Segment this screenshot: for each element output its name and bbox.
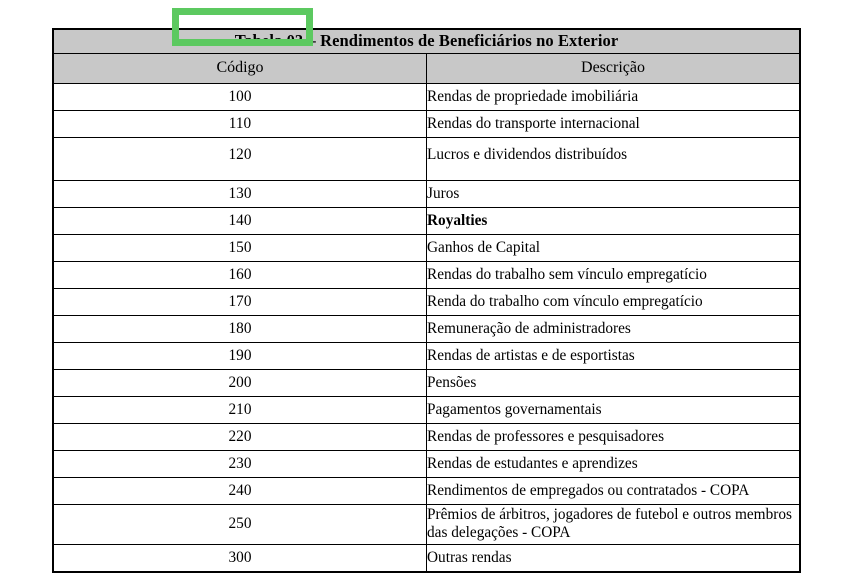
table-row <box>53 84 800 111</box>
cell-codigo: 160 <box>53 262 427 289</box>
cell-descricao: Rendas de propriedade imobiliária <box>427 84 801 111</box>
cell-descricao: Pensões <box>427 370 801 397</box>
cell-descricao: Outras rendas <box>427 545 801 573</box>
cell-descricao: Ganhos de Capital <box>427 235 801 262</box>
table-header-row <box>53 54 800 84</box>
cell-descricao: Royalties <box>427 208 801 235</box>
cell-codigo: 100 <box>53 84 427 111</box>
table-row <box>53 262 800 289</box>
cell-descricao: Juros <box>427 181 801 208</box>
cell-descricao: Rendas do transporte internacional <box>427 111 801 138</box>
cell-codigo: 230 <box>53 451 427 478</box>
income-codes-table <box>52 28 801 573</box>
cell-codigo: 210 <box>53 397 427 424</box>
cell-codigo: 200 <box>53 370 427 397</box>
table-row <box>53 343 800 370</box>
cell-codigo: 120 <box>53 138 427 181</box>
table-row <box>53 424 800 451</box>
cell-descricao: Prêmios de árbitros, jogadores de futebol e outros membros das delegações - COPA <box>427 505 801 545</box>
cell-descricao: Lucros e dividendos distribuídos <box>427 138 801 181</box>
table-row <box>53 235 800 262</box>
cell-codigo: 220 <box>53 424 427 451</box>
table-row <box>53 316 800 343</box>
cell-codigo: 250 <box>53 505 427 545</box>
cell-descricao: Rendas de artistas e de esportistas <box>427 343 801 370</box>
table-body <box>53 29 800 572</box>
cell-codigo: 300 <box>53 545 427 573</box>
table-row <box>53 111 800 138</box>
table-row <box>53 451 800 478</box>
cell-codigo: 130 <box>53 181 427 208</box>
table-row <box>53 397 800 424</box>
table-row <box>53 370 800 397</box>
cell-descricao: Rendimentos de empregados ou contratados - COPA <box>427 478 801 505</box>
cell-descricao: Renda do trabalho com vínculo empregatício <box>427 289 801 316</box>
column-header-descricao: Descrição <box>427 54 801 84</box>
column-header-codigo: Código <box>53 54 427 84</box>
table-row <box>53 138 800 181</box>
cell-codigo: 140 <box>53 208 427 235</box>
cell-codigo: 240 <box>53 478 427 505</box>
table-row <box>53 505 800 545</box>
cell-descricao: Pagamentos governamentais <box>427 397 801 424</box>
cell-descricao: Rendas de professores e pesquisadores <box>427 424 801 451</box>
cell-codigo: 110 <box>53 111 427 138</box>
table-row <box>53 289 800 316</box>
cell-descricao: Rendas de estudantes e aprendizes <box>427 451 801 478</box>
table-container <box>52 28 801 573</box>
table-title: Tabela 03 – Rendimentos de Beneficiários no Exterior <box>53 29 800 54</box>
table-row <box>53 545 800 573</box>
cell-descricao: Remuneração de administradores <box>427 316 801 343</box>
cell-descricao: Rendas do trabalho sem vínculo empregatício <box>427 262 801 289</box>
table-title-row <box>53 29 800 54</box>
cell-codigo: 170 <box>53 289 427 316</box>
table-row <box>53 208 800 235</box>
cell-codigo: 190 <box>53 343 427 370</box>
table-row <box>53 478 800 505</box>
cell-codigo: 150 <box>53 235 427 262</box>
table-row <box>53 181 800 208</box>
cell-codigo: 180 <box>53 316 427 343</box>
